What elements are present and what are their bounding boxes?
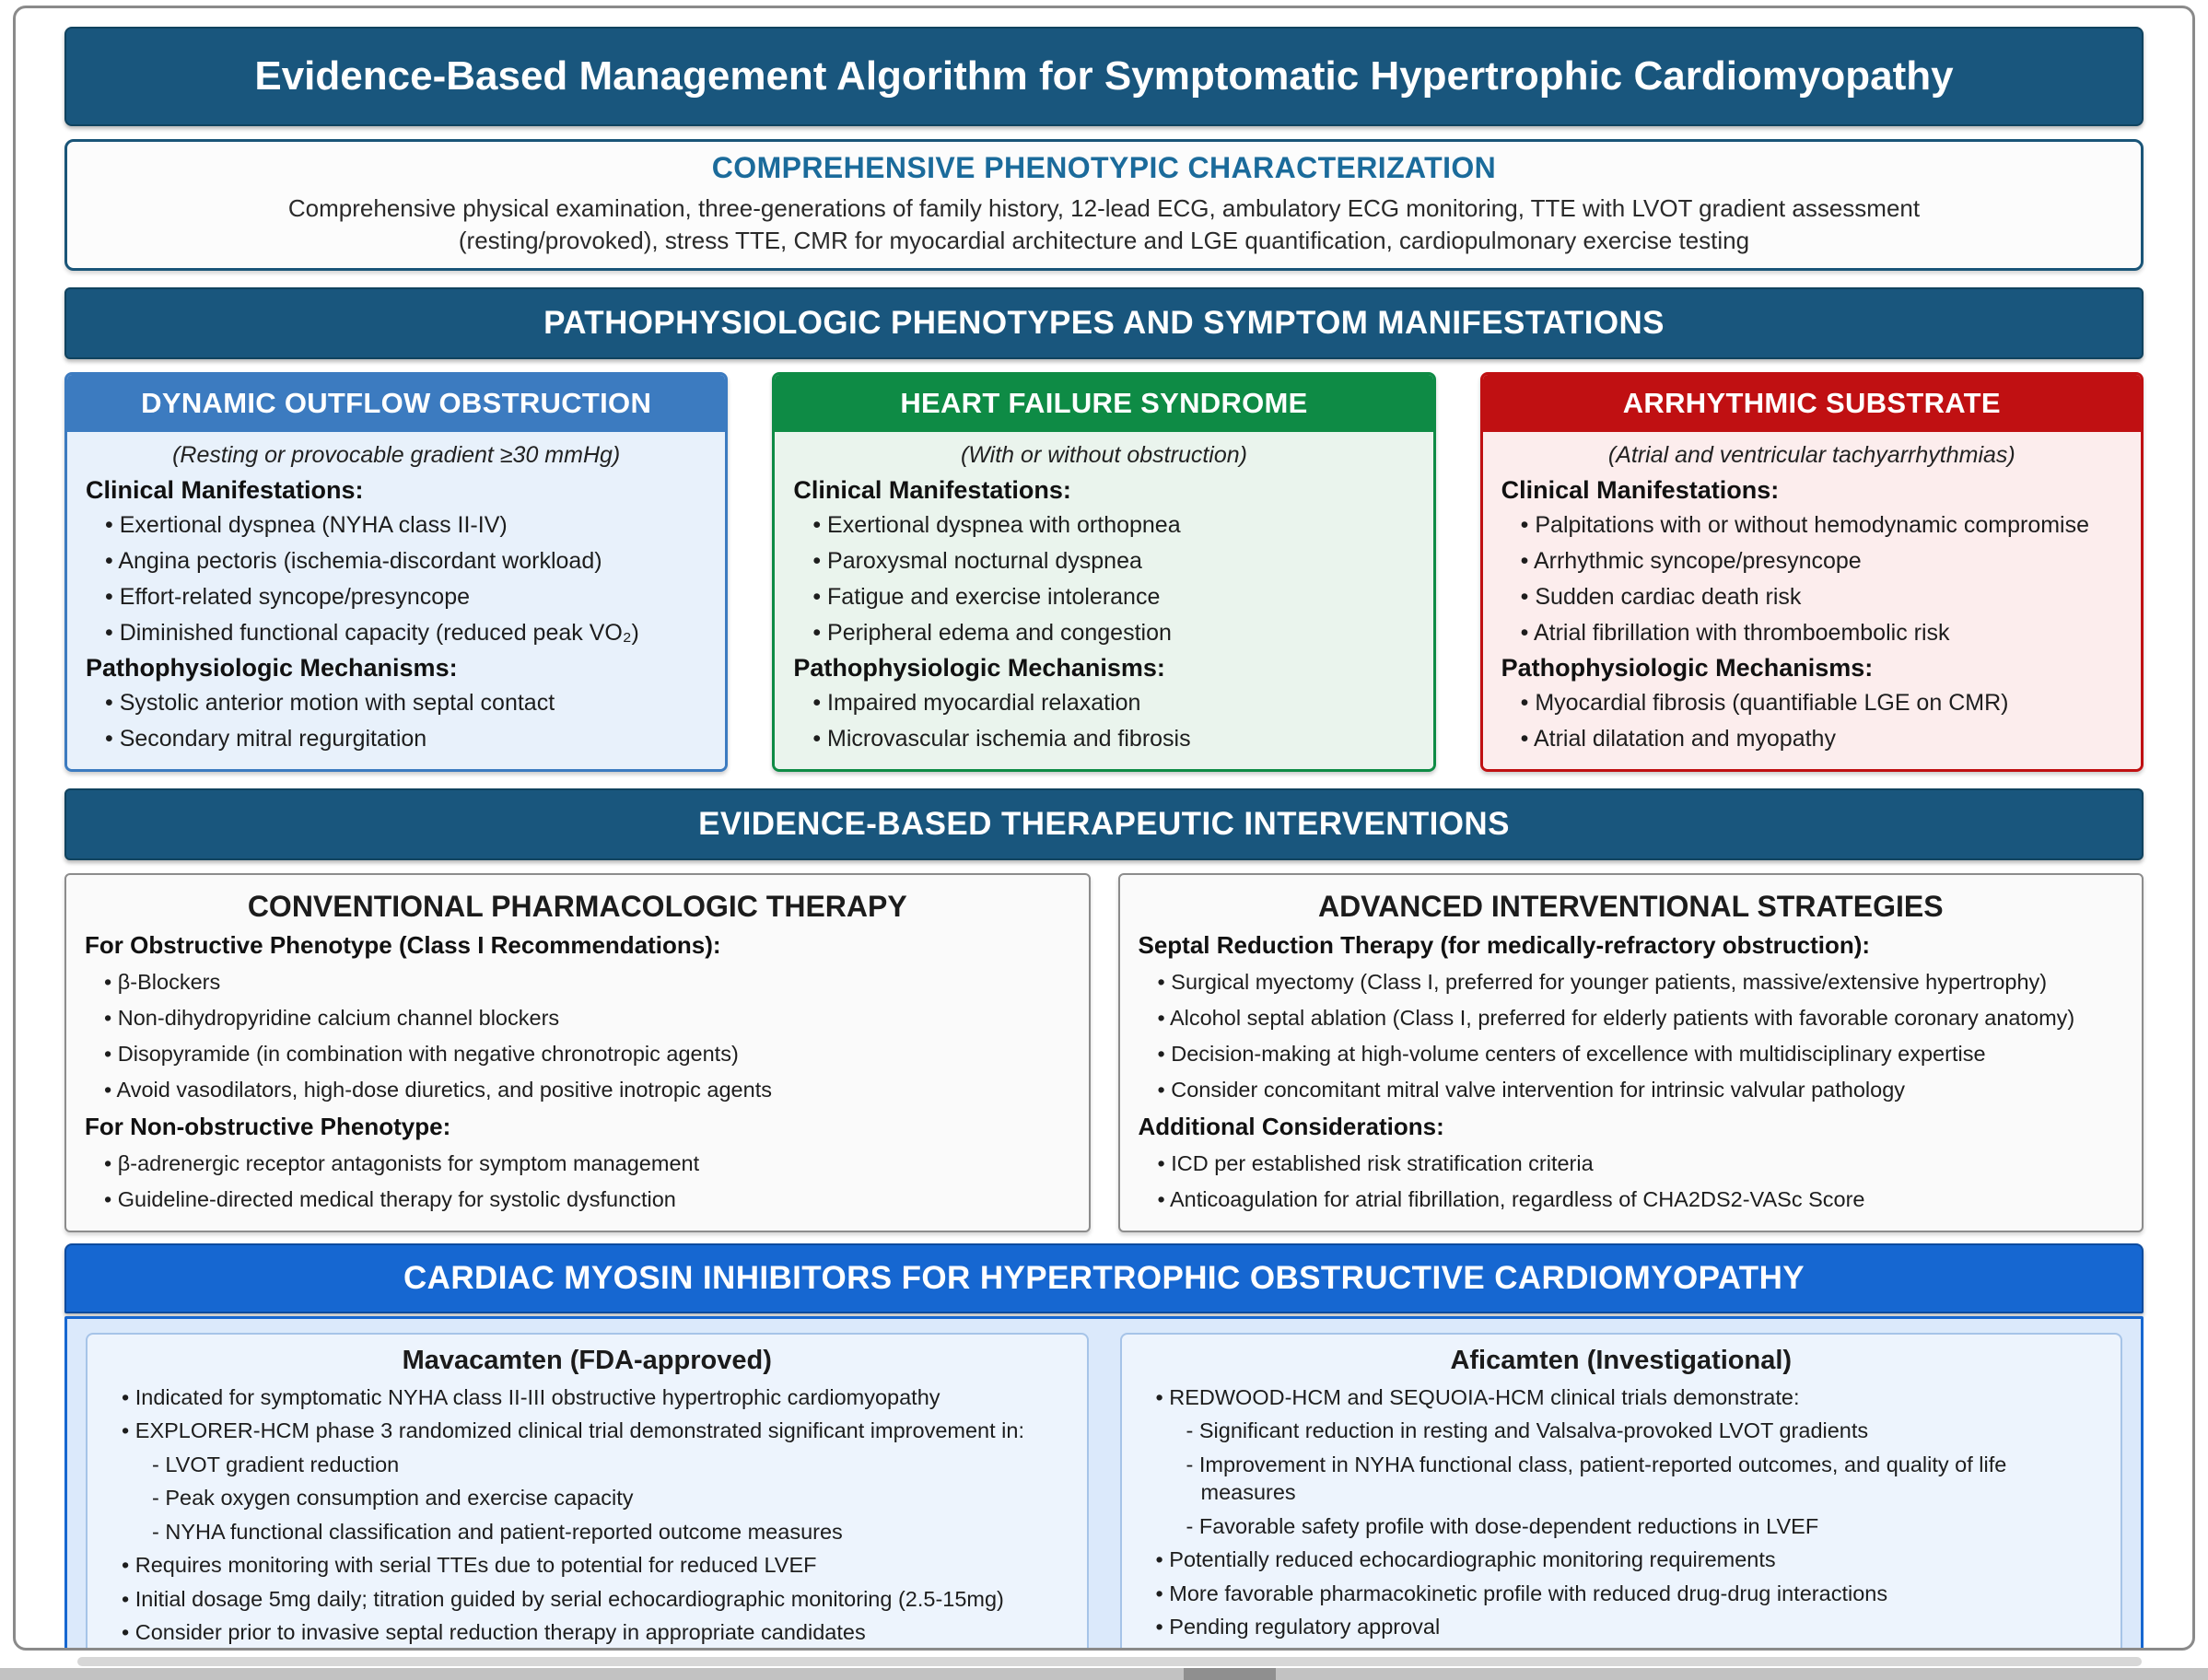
- bullet-item: • β-adrenergic receptor antagonists for symptom management: [85, 1149, 1070, 1177]
- aficamten-box: [1120, 1333, 2123, 1651]
- clinical-manifestations-label: Clinical Manifestations:: [1501, 476, 1780, 505]
- column-subtitle: (Atrial and ventricular tachyarrhythmias): [1607, 442, 2015, 469]
- bullet-item: • Exertional dyspnea with orthopnea: [793, 510, 1414, 540]
- bullet-item: • Pending regulatory approval: [1137, 1613, 2107, 1641]
- bullet-item: • Initial dosage 5mg daily; titration guided by serial echocardiographic monitoring (2.5-15mg): [102, 1585, 1072, 1614]
- bullet-item: • Indicated for symptomatic NYHA class II-III obstructive hypertrophic cardiomyopathy: [102, 1383, 1072, 1412]
- box-title: Mavacamten (FDA-approved): [402, 1345, 772, 1375]
- bullet-item: • Alcohol septal ablation (Class I, preferred for elderly patients with favorable coronary anatomy): [1139, 1004, 2124, 1032]
- bullet-item: • Anticoagulation for atrial fibrillation, regardless of CHA2DS2-VASc Score: [1139, 1185, 2124, 1213]
- bullet-item: • Impaired myocardial relaxation: [793, 688, 1414, 718]
- bullet-item: • Surgical myectomy (Class I, preferred for younger patients, massive/extensive hypertrophy): [1139, 968, 2124, 996]
- dash-item: - NYHA functional classification and patient-reported outcome measures: [102, 1518, 1072, 1546]
- column-body: [1483, 432, 2141, 769]
- septal-reduction-therapy-label: Septal Reduction Therapy (for medically-refractory obstruction):: [1138, 931, 1871, 960]
- dash-item: - LVOT gradient reduction: [102, 1451, 1072, 1479]
- bullet-item: • Secondary mitral regurgitation: [86, 724, 707, 753]
- dash-item: - Improvement in NYHA functional class, patient-reported outcomes, and quality of life measures: [1137, 1451, 2107, 1507]
- bottom-strip: [0, 1668, 2208, 1680]
- algorithm-frame: [13, 6, 2195, 1651]
- column-arrhythmic-substrate: [1480, 372, 2144, 772]
- pathophysiologic-mechanisms-label: Pathophysiologic Mechanisms:: [1501, 654, 1874, 682]
- bullet-item: • Palpitations with or without hemodynamic compromise: [1501, 510, 2122, 540]
- bullet-item: • Atrial dilatation and myopathy: [1501, 724, 2122, 753]
- pathophysiologic-mechanisms-label: Pathophysiologic Mechanisms:: [793, 654, 1165, 682]
- bullet-item: • Guideline-directed medical therapy for systolic dysfunction: [85, 1185, 1070, 1213]
- myosin-body: [64, 1316, 2144, 1651]
- clinical-manifestations-label: Clinical Manifestations:: [793, 476, 1071, 505]
- column-body: [775, 432, 1432, 769]
- bullet-item: • ICD per established risk stratification criteria: [1139, 1149, 2124, 1177]
- bullet-item: • Fatigue and exercise intolerance: [793, 582, 1414, 612]
- bullet-item: • Consider concomitant mitral valve intervention for intrinsic valvular pathology: [1139, 1076, 2124, 1103]
- column-header: DYNAMIC OUTFLOW OBSTRUCTION: [67, 375, 725, 432]
- bullet-item: • Atrial fibrillation with thromboembolic risk: [1501, 618, 2122, 648]
- bullet-item: • Myocardial fibrosis (quantifiable LGE on CMR): [1501, 688, 2122, 718]
- advanced-interventional-strategies-box: [1118, 873, 2144, 1231]
- dash-item: - Peak oxygen consumption and exercise capacity: [102, 1484, 1072, 1512]
- phenotypes-section-bar: PATHOPHYSIOLOGIC PHENOTYPES AND SYMPTOM MANIFESTATIONS: [64, 287, 2144, 359]
- therapy-row: [64, 873, 2144, 1231]
- bullet-item: • Systolic anterior motion with septal contact: [86, 688, 707, 718]
- dash-item: - Favorable safety profile with dose-dependent reductions in LVEF: [1137, 1512, 2107, 1541]
- clinical-manifestations-label: Clinical Manifestations:: [86, 476, 364, 505]
- page-title: Evidence-Based Management Algorithm for Symptomatic Hypertrophic Cardiomyopathy: [64, 27, 2144, 126]
- myosin-inhibitors-section: [64, 1243, 2144, 1651]
- bullet-item: • Potentially reduced echocardiographic monitoring requirements: [1137, 1546, 2107, 1574]
- scrollbar-thumb[interactable]: [1184, 1668, 1276, 1680]
- myosin-section-bar: CARDIAC MYOSIN INHIBITORS FOR HYPERTROPHIC OBSTRUCTIVE CARDIOMYOPATHY: [64, 1243, 2144, 1313]
- bullet-item: • Exertional dyspnea (NYHA class II-IV): [86, 510, 707, 540]
- bullet-item: • Disopyramide (in combination with negative chronotropic agents): [85, 1040, 1070, 1068]
- bullet-item: • Decision-making at high-volume centers of excellence with multidisciplinary expertise: [1139, 1040, 2124, 1068]
- non-obstructive-phenotype-label: For Non-obstructive Phenotype:: [85, 1112, 451, 1140]
- bullet-item: • Diminished functional capacity (reduced peak VO₂): [86, 618, 707, 648]
- bullet-item: • Sudden cardiac death risk: [1501, 582, 2122, 612]
- bullet-item: • Paroxysmal nocturnal dyspnea: [793, 546, 1414, 576]
- bullet-item: • Peripheral edema and congestion: [793, 618, 1414, 648]
- bullet-item: • Requires monitoring with serial TTEs due to potential for reduced LVEF: [102, 1551, 1072, 1580]
- box-title: CONVENTIONAL PHARMACOLOGIC THERAPY: [247, 890, 907, 924]
- phenotypic-characterization-box: [64, 139, 2144, 271]
- bullet-item: • Non-dihydropyridine calcium channel blockers: [85, 1004, 1070, 1032]
- column-header: ARRHYTHMIC SUBSTRATE: [1483, 375, 2141, 432]
- column-header: HEART FAILURE SYNDROME: [775, 375, 1432, 432]
- conventional-pharmacologic-therapy-box: [64, 873, 1091, 1231]
- mavacamten-box: [86, 1333, 1089, 1651]
- column-body: [67, 432, 725, 769]
- obstructive-phenotype-label: For Obstructive Phenotype (Class I Recommendations):: [85, 931, 721, 960]
- phenotype-columns: [64, 372, 2144, 772]
- bullet-item: • Avoid vasodilators, high-dose diuretics, and positive inotropic agents: [85, 1076, 1070, 1103]
- bullet-item: • β-Blockers: [85, 968, 1070, 996]
- pathophysiologic-mechanisms-label: Pathophysiologic Mechanisms:: [86, 654, 458, 682]
- phenotypic-description: Comprehensive physical examination, three-generations of family history, 12-lead ECG, ambulatory ECG monitoring, TTE with LVOT gradient assessment (resting/provoked), stress TTE, CMR for myocardial architecture and LGE quantification, cardiopulmonary exercise testing: [287, 194, 1921, 255]
- column-subtitle: (With or without obstruction): [960, 442, 1247, 469]
- bullet-item: • Arrhythmic syncope/presyncope: [1501, 546, 2122, 576]
- bullet-item: • More favorable pharmacokinetic profile with reduced drug-drug interactions: [1137, 1580, 2107, 1608]
- box-title: Aficamten (Investigational): [1450, 1345, 1793, 1375]
- box-title: ADVANCED INTERVENTIONAL STRATEGIES: [1317, 890, 1944, 924]
- additional-considerations-label: Additional Considerations:: [1138, 1112, 1444, 1140]
- column-dynamic-outflow-obstruction: [64, 372, 728, 772]
- bullet-item: • Microvascular ischemia and fibrosis: [793, 724, 1414, 753]
- column-heart-failure-syndrome: [772, 372, 1435, 772]
- phenotypic-heading: COMPREHENSIVE PHENOTYPIC CHARACTERIZATION: [711, 151, 1497, 184]
- dash-item: - Significant reduction in resting and Valsalva-provoked LVOT gradients: [1137, 1417, 2107, 1445]
- bullet-item: • Angina pectoris (ischemia-discordant workload): [86, 546, 707, 576]
- bullet-item: • Consider prior to invasive septal reduction therapy in appropriate candidates: [102, 1618, 1072, 1647]
- bullet-item: • REDWOOD-HCM and SEQUOIA-HCM clinical trials demonstrate:: [1137, 1383, 2107, 1412]
- horizontal-scrollbar-track[interactable]: [77, 1657, 2142, 1666]
- bullet-item: • Effort-related syncope/presyncope: [86, 582, 707, 612]
- bullet-item: • EXPLORER-HCM phase 3 randomized clinical trial demonstrated significant improvement in:: [102, 1417, 1072, 1445]
- interventions-section-bar: EVIDENCE-BASED THERAPEUTIC INTERVENTIONS: [64, 788, 2144, 860]
- column-subtitle: (Resting or provocable gradient ≥30 mmHg): [172, 442, 621, 469]
